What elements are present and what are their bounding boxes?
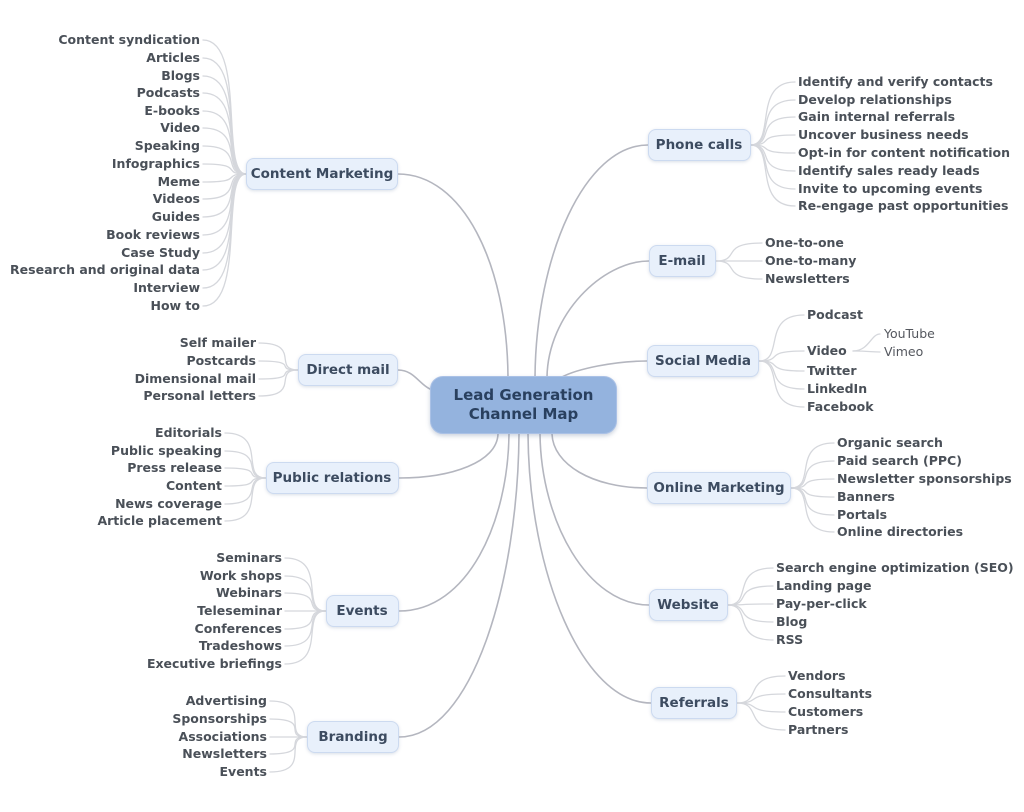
topic-how-to[interactable]: How to bbox=[150, 298, 200, 313]
leaf-connector bbox=[259, 370, 298, 379]
topic-sponsorships[interactable]: Sponsorships bbox=[172, 711, 267, 726]
topic-webinars[interactable]: Webinars bbox=[216, 585, 282, 600]
leaf-connector bbox=[203, 174, 246, 235]
leaf-connector bbox=[791, 461, 834, 488]
topic-meme[interactable]: Meme bbox=[157, 174, 200, 189]
topic-seminars[interactable]: Seminars bbox=[216, 550, 282, 565]
topic-re-engage-past-opportunities[interactable]: Re-engage past opportunities bbox=[798, 198, 1009, 213]
leaf-connector bbox=[791, 488, 834, 515]
leaf-connector bbox=[759, 361, 804, 389]
leaf-connector bbox=[751, 117, 796, 145]
topic-twitter[interactable]: Twitter bbox=[807, 363, 857, 378]
leaf-connector bbox=[751, 145, 796, 206]
center-topic[interactable] bbox=[430, 376, 617, 434]
topic-paid-search-ppc[interactable]: Paid search (PPC) bbox=[837, 453, 962, 468]
leaf-connector bbox=[203, 174, 246, 253]
branch-connector bbox=[562, 361, 647, 377]
leaf-connector bbox=[759, 315, 804, 361]
topic-identify-sales-ready-leads[interactable]: Identify sales ready leads bbox=[798, 163, 980, 178]
topic-opt-in-for-content-notification[interactable]: Opt-in for content notification bbox=[798, 145, 1010, 160]
branch-connector bbox=[398, 174, 508, 377]
leaf-connector bbox=[259, 343, 298, 370]
branch-connector bbox=[399, 434, 509, 611]
leaf-connector bbox=[728, 605, 774, 622]
topic-node-referrals[interactable]: Referrals bbox=[651, 687, 737, 719]
topic-facebook[interactable]: Facebook bbox=[807, 399, 874, 414]
leaf-connector bbox=[285, 593, 326, 611]
topic-one-to-many[interactable]: One-to-many bbox=[765, 253, 857, 268]
topic-newsletter-sponsorships[interactable]: Newsletter sponsorships bbox=[837, 471, 1012, 486]
topic-blog[interactable]: Blog bbox=[776, 614, 808, 629]
center-topic-line2: Channel Map bbox=[468, 405, 579, 423]
topic-pay-per-click[interactable]: Pay-per-click bbox=[776, 596, 867, 611]
topic-executive-briefings[interactable]: Executive briefings bbox=[146, 656, 282, 671]
leaf-connector bbox=[259, 361, 298, 370]
topic-video[interactable]: Video bbox=[160, 120, 200, 135]
topic-node-events[interactable]: Events bbox=[326, 595, 399, 627]
center-topic-line1: Lead Generation bbox=[453, 386, 594, 404]
leaf-connector bbox=[853, 334, 880, 351]
leaf-connector bbox=[285, 558, 326, 611]
branch-connector bbox=[399, 434, 519, 737]
leaf-connector bbox=[203, 58, 246, 174]
topic-banners[interactable]: Banners bbox=[837, 489, 895, 504]
branch-connector bbox=[398, 370, 430, 389]
leaf-connector bbox=[203, 174, 246, 288]
topic-press-release[interactable]: Press release bbox=[127, 460, 222, 475]
topic-videos[interactable]: Videos bbox=[152, 191, 200, 206]
leaf-connector bbox=[751, 145, 796, 171]
topic-articles[interactable]: Articles bbox=[146, 50, 200, 65]
leaf-connector bbox=[737, 676, 785, 703]
topic-node-public-relations[interactable]: Public relations bbox=[266, 462, 399, 494]
topic-node-social-media[interactable]: Social Media bbox=[647, 345, 759, 377]
topic-associations[interactable]: Associations bbox=[178, 729, 267, 744]
topic-news-coverage[interactable]: News coverage bbox=[115, 496, 222, 511]
topic-video[interactable]: Video bbox=[807, 343, 847, 358]
topic-teleseminar[interactable]: Teleseminar bbox=[197, 603, 282, 618]
topic-newsletters[interactable]: Newsletters bbox=[765, 271, 850, 286]
topic-interview[interactable]: Interview bbox=[133, 280, 200, 295]
topic-case-study[interactable]: Case Study bbox=[121, 245, 200, 260]
branch-connector bbox=[528, 434, 651, 703]
branch-connector bbox=[535, 145, 648, 377]
topic-rss[interactable]: RSS bbox=[776, 632, 804, 647]
leaf-connector bbox=[259, 370, 298, 396]
topic-newsletters[interactable]: Newsletters bbox=[182, 746, 267, 761]
topic-self-mailer[interactable]: Self mailer bbox=[179, 335, 256, 350]
topic-personal-letters[interactable]: Personal letters bbox=[143, 388, 256, 403]
topic-online-directories[interactable]: Online directories bbox=[837, 524, 964, 539]
topic-podcasts[interactable]: Podcasts bbox=[136, 85, 200, 100]
topic-e-books[interactable]: E-books bbox=[144, 103, 200, 118]
branch-connector bbox=[552, 434, 647, 488]
topic-partners[interactable]: Partners bbox=[788, 722, 849, 737]
topic-tradeshows[interactable]: Tradeshows bbox=[198, 638, 282, 653]
leaf-connector bbox=[270, 719, 307, 737]
leaf-connector bbox=[203, 76, 246, 174]
topic-identify-and-verify-contacts[interactable]: Identify and verify contacts bbox=[798, 74, 993, 89]
topic-conferences[interactable]: Conferences bbox=[194, 621, 282, 636]
topic-infographics[interactable]: Infographics bbox=[111, 156, 200, 171]
leaf-connector bbox=[716, 261, 763, 279]
branch-connector bbox=[547, 261, 649, 377]
topic-consultants[interactable]: Consultants bbox=[788, 686, 873, 701]
topic-linkedin[interactable]: LinkedIn bbox=[807, 381, 868, 396]
leaf-connector bbox=[853, 351, 880, 352]
topic-postcards[interactable]: Postcards bbox=[186, 353, 256, 368]
topic-invite-to-upcoming-events[interactable]: Invite to upcoming events bbox=[798, 181, 983, 196]
leaf-connector bbox=[285, 611, 326, 629]
topic-organic-search[interactable]: Organic search bbox=[837, 435, 943, 450]
topic-portals[interactable]: Portals bbox=[837, 507, 888, 522]
topic-vendors[interactable]: Vendors bbox=[788, 668, 846, 683]
topic-vimeo[interactable]: Vimeo bbox=[884, 344, 924, 359]
topic-youtube[interactable]: YouTube bbox=[884, 326, 935, 341]
topic-advertising[interactable]: Advertising bbox=[185, 693, 267, 708]
topic-work-shops[interactable]: Work shops bbox=[199, 568, 282, 583]
topic-events[interactable]: Events bbox=[219, 764, 267, 779]
leaf-connector bbox=[728, 605, 774, 640]
topic-podcast[interactable]: Podcast bbox=[807, 307, 863, 322]
topic-dimensional-mail[interactable]: Dimensional mail bbox=[134, 371, 256, 386]
leaf-connector bbox=[225, 478, 266, 504]
topic-book-reviews[interactable]: Book reviews bbox=[106, 227, 200, 242]
branch-connector bbox=[399, 434, 498, 478]
topic-node-branding[interactable]: Branding bbox=[307, 721, 399, 753]
leaf-connector bbox=[203, 93, 246, 174]
topic-landing-page[interactable]: Landing page bbox=[776, 578, 872, 593]
topic-gain-internal-referrals[interactable]: Gain internal referrals bbox=[798, 109, 956, 124]
topic-guides[interactable]: Guides bbox=[151, 209, 200, 224]
topic-content-syndication[interactable]: Content syndication bbox=[58, 32, 200, 47]
topic-public-speaking[interactable]: Public speaking bbox=[110, 443, 222, 458]
topic-uncover-business-needs[interactable]: Uncover business needs bbox=[798, 127, 969, 142]
leaf-connector bbox=[270, 737, 307, 754]
topic-node-e-mail[interactable]: E-mail bbox=[649, 245, 716, 277]
topic-one-to-one[interactable]: One-to-one bbox=[765, 235, 844, 250]
leaf-connector bbox=[728, 586, 774, 605]
topic-node-phone-calls[interactable]: Phone calls bbox=[648, 129, 751, 161]
topic-node-website[interactable]: Website bbox=[649, 589, 728, 621]
topic-speaking[interactable]: Speaking bbox=[134, 138, 200, 153]
topic-article-placement[interactable]: Article placement bbox=[97, 513, 222, 528]
branch-connector bbox=[540, 434, 649, 605]
topic-node-direct-mail[interactable]: Direct mail bbox=[298, 354, 398, 386]
leaf-connector bbox=[716, 243, 763, 261]
topic-node-content-marketing[interactable]: Content Marketing bbox=[246, 158, 398, 190]
topic-blogs[interactable]: Blogs bbox=[161, 68, 200, 83]
leaf-connector bbox=[285, 611, 326, 664]
leaf-connector bbox=[737, 703, 785, 730]
topic-content[interactable]: Content bbox=[166, 478, 222, 493]
topic-node-online-marketing[interactable]: Online Marketing bbox=[647, 472, 791, 504]
topic-customers[interactable]: Customers bbox=[788, 704, 864, 719]
topic-editorials[interactable]: Editorials bbox=[155, 425, 222, 440]
leaf-connector bbox=[203, 174, 246, 270]
topic-develop-relationships[interactable]: Develop relationships bbox=[798, 92, 952, 107]
leaf-connector bbox=[225, 451, 266, 478]
topic-search-engine-optimization-seo[interactable]: Search engine optimization (SEO) bbox=[776, 560, 1014, 575]
topic-research-and-original-data[interactable]: Research and original data bbox=[10, 262, 200, 277]
